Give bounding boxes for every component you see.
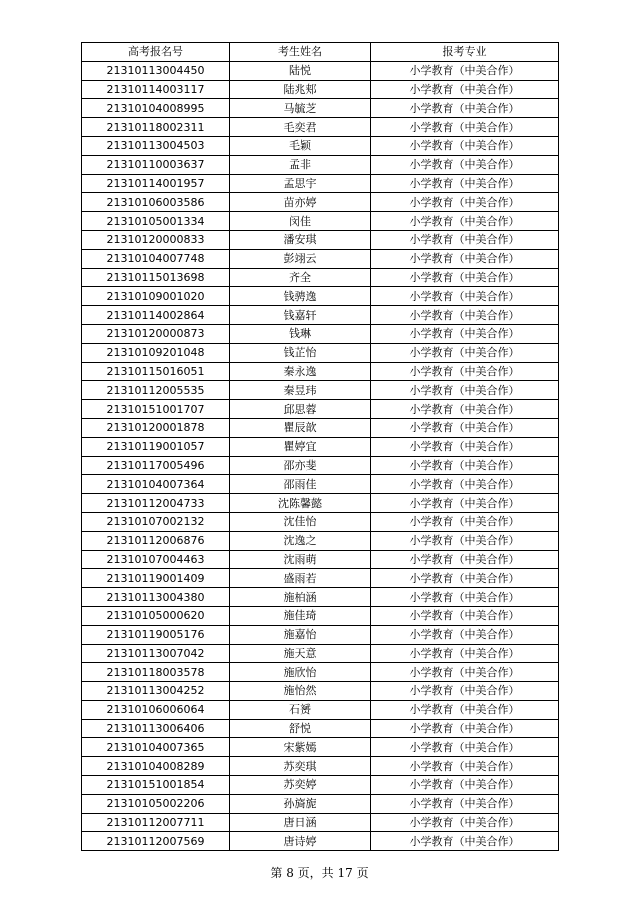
student-name-cell: 邵雨佳 bbox=[230, 475, 371, 494]
major-cell: 小学教育（中美合作） bbox=[371, 719, 559, 738]
registration-number-cell: 21310115013698 bbox=[82, 268, 230, 287]
table-row bbox=[82, 287, 559, 306]
major-cell: 小学教育（中美合作） bbox=[371, 550, 559, 569]
major-cell: 小学教育（中美合作） bbox=[371, 155, 559, 174]
major-cell: 小学教育（中美合作） bbox=[371, 343, 559, 362]
student-name-cell: 马毓芝 bbox=[230, 99, 371, 118]
student-name-cell: 施怡然 bbox=[230, 682, 371, 701]
table-row bbox=[82, 625, 559, 644]
student-name-cell: 施欣怡 bbox=[230, 663, 371, 682]
table-row bbox=[82, 794, 559, 813]
major-cell: 小学教育（中美合作） bbox=[371, 738, 559, 757]
student-name-cell: 潘安琪 bbox=[230, 230, 371, 249]
registration-number-cell: 21310104008289 bbox=[82, 757, 230, 776]
major-cell: 小学教育（中美合作） bbox=[371, 193, 559, 212]
table-row bbox=[82, 606, 559, 625]
student-name-cell: 陆兆郏 bbox=[230, 80, 371, 99]
major-cell: 小学教育（中美合作） bbox=[371, 794, 559, 813]
registration-number-cell: 21310118002311 bbox=[82, 118, 230, 137]
table-row bbox=[82, 719, 559, 738]
student-name-cell: 瞿辰歆 bbox=[230, 418, 371, 437]
registration-number-cell: 21310112007569 bbox=[82, 832, 230, 851]
student-name-cell: 沈逸之 bbox=[230, 531, 371, 550]
table-row bbox=[82, 80, 559, 99]
student-name-cell: 沈佳怡 bbox=[230, 512, 371, 531]
table-row bbox=[82, 400, 559, 419]
major-cell: 小学教育（中美合作） bbox=[371, 268, 559, 287]
major-cell: 小学教育（中美合作） bbox=[371, 700, 559, 719]
major-cell: 小学教育（中美合作） bbox=[371, 174, 559, 193]
column-header-registration-number: 高考报名号 bbox=[82, 43, 230, 62]
table-row bbox=[82, 700, 559, 719]
major-cell: 小学教育（中美合作） bbox=[371, 512, 559, 531]
registration-number-cell: 21310115016051 bbox=[82, 362, 230, 381]
student-name-cell: 邵亦斐 bbox=[230, 456, 371, 475]
major-cell: 小学教育（中美合作） bbox=[371, 569, 559, 588]
registration-number-cell: 21310151001854 bbox=[82, 776, 230, 795]
student-name-cell: 邱思蓉 bbox=[230, 400, 371, 419]
student-name-cell: 苏奕婷 bbox=[230, 776, 371, 795]
student-name-cell: 毛奕君 bbox=[230, 118, 371, 137]
registration-number-cell: 21310105000620 bbox=[82, 606, 230, 625]
table-row bbox=[82, 475, 559, 494]
student-name-cell: 苗亦婷 bbox=[230, 193, 371, 212]
registration-number-cell: 21310105002206 bbox=[82, 794, 230, 813]
major-cell: 小学教育（中美合作） bbox=[371, 324, 559, 343]
registration-number-cell: 21310113004450 bbox=[82, 61, 230, 80]
table-row bbox=[82, 682, 559, 701]
student-name-cell: 苏奕琪 bbox=[230, 757, 371, 776]
table-row bbox=[82, 99, 559, 118]
major-cell: 小学教育（中美合作） bbox=[371, 475, 559, 494]
column-header-major: 报考专业 bbox=[371, 43, 559, 62]
student-name-cell: 施柏涵 bbox=[230, 588, 371, 607]
page-number-footer: 第 8 页，共 17 页 bbox=[270, 866, 369, 880]
registration-number-cell: 21310110003637 bbox=[82, 155, 230, 174]
major-cell: 小学教育（中美合作） bbox=[371, 832, 559, 851]
registration-number-cell: 21310112004733 bbox=[82, 494, 230, 513]
student-name-cell: 钱骋逸 bbox=[230, 287, 371, 306]
major-cell: 小学教育（中美合作） bbox=[371, 494, 559, 513]
student-name-cell: 孟思宇 bbox=[230, 174, 371, 193]
table-row bbox=[82, 381, 559, 400]
major-cell: 小学教育（中美合作） bbox=[371, 381, 559, 400]
table-row bbox=[82, 738, 559, 757]
student-name-cell: 齐全 bbox=[230, 268, 371, 287]
table-row bbox=[82, 362, 559, 381]
registration-number-cell: 21310107004463 bbox=[82, 550, 230, 569]
registration-number-cell: 21310118003578 bbox=[82, 663, 230, 682]
table-row bbox=[82, 569, 559, 588]
registration-number-cell: 21310114001957 bbox=[82, 174, 230, 193]
registration-number-cell: 21310104007365 bbox=[82, 738, 230, 757]
registration-number-cell: 21310112007711 bbox=[82, 813, 230, 832]
student-name-cell: 闵佳 bbox=[230, 212, 371, 231]
registration-number-cell: 21310107002132 bbox=[82, 512, 230, 531]
table-header-row bbox=[82, 43, 559, 62]
major-cell: 小学教育（中美合作） bbox=[371, 400, 559, 419]
major-cell: 小学教育（中美合作） bbox=[371, 437, 559, 456]
table-row bbox=[82, 118, 559, 137]
student-name-cell: 宋紫嫣 bbox=[230, 738, 371, 757]
student-name-cell: 舒悦 bbox=[230, 719, 371, 738]
student-roster-table bbox=[81, 42, 559, 851]
student-name-cell: 沈雨萌 bbox=[230, 550, 371, 569]
major-cell: 小学教育（中美合作） bbox=[371, 606, 559, 625]
table-row bbox=[82, 663, 559, 682]
table-row bbox=[82, 512, 559, 531]
major-cell: 小学教育（中美合作） bbox=[371, 418, 559, 437]
student-name-cell: 孙旖旎 bbox=[230, 794, 371, 813]
student-name-cell: 钱芷怡 bbox=[230, 343, 371, 362]
registration-number-cell: 21310120001878 bbox=[82, 418, 230, 437]
major-cell: 小学教育（中美合作） bbox=[371, 249, 559, 268]
student-name-cell: 施佳琦 bbox=[230, 606, 371, 625]
student-name-cell: 施天意 bbox=[230, 644, 371, 663]
table-row bbox=[82, 776, 559, 795]
table-row bbox=[82, 193, 559, 212]
major-cell: 小学教育（中美合作） bbox=[371, 80, 559, 99]
student-name-cell: 孟非 bbox=[230, 155, 371, 174]
registration-number-cell: 21310113004252 bbox=[82, 682, 230, 701]
major-cell: 小学教育（中美合作） bbox=[371, 757, 559, 776]
table-row bbox=[82, 174, 559, 193]
registration-number-cell: 21310113004380 bbox=[82, 588, 230, 607]
major-cell: 小学教育（中美合作） bbox=[371, 813, 559, 832]
major-cell: 小学教育（中美合作） bbox=[371, 230, 559, 249]
column-header-student-name: 考生姓名 bbox=[230, 43, 371, 62]
registration-number-cell: 21310114003117 bbox=[82, 80, 230, 99]
student-name-cell: 彭翊云 bbox=[230, 249, 371, 268]
registration-number-cell: 21310119001409 bbox=[82, 569, 230, 588]
registration-number-cell: 21310119001057 bbox=[82, 437, 230, 456]
major-cell: 小学教育（中美合作） bbox=[371, 776, 559, 795]
major-cell: 小学教育（中美合作） bbox=[371, 663, 559, 682]
major-cell: 小学教育（中美合作） bbox=[371, 136, 559, 155]
registration-number-cell: 21310104007748 bbox=[82, 249, 230, 268]
student-name-cell: 秦昱玮 bbox=[230, 381, 371, 400]
table-row bbox=[82, 456, 559, 475]
registration-number-cell: 21310120000873 bbox=[82, 324, 230, 343]
table-row bbox=[82, 268, 559, 287]
registration-number-cell: 21310112005535 bbox=[82, 381, 230, 400]
major-cell: 小学教育（中美合作） bbox=[371, 99, 559, 118]
registration-number-cell: 21310120000833 bbox=[82, 230, 230, 249]
table-row bbox=[82, 306, 559, 325]
student-name-cell: 钱嘉轩 bbox=[230, 306, 371, 325]
table-row bbox=[82, 494, 559, 513]
registration-number-cell: 21310104007364 bbox=[82, 475, 230, 494]
table-row bbox=[82, 418, 559, 437]
registration-number-cell: 21310112006876 bbox=[82, 531, 230, 550]
registration-number-cell: 21310151001707 bbox=[82, 400, 230, 419]
student-name-cell: 瞿婷宜 bbox=[230, 437, 371, 456]
student-name-cell: 施嘉怡 bbox=[230, 625, 371, 644]
student-name-cell: 唐诗婷 bbox=[230, 832, 371, 851]
student-name-cell: 盛雨若 bbox=[230, 569, 371, 588]
table-row bbox=[82, 230, 559, 249]
registration-number-cell: 21310117005496 bbox=[82, 456, 230, 475]
table-row bbox=[82, 531, 559, 550]
major-cell: 小学教育（中美合作） bbox=[371, 362, 559, 381]
major-cell: 小学教育（中美合作） bbox=[371, 212, 559, 231]
registration-number-cell: 21310104008995 bbox=[82, 99, 230, 118]
registration-number-cell: 21310113004503 bbox=[82, 136, 230, 155]
registration-number-cell: 21310113007042 bbox=[82, 644, 230, 663]
registration-number-cell: 21310119005176 bbox=[82, 625, 230, 644]
registration-number-cell: 21310109001020 bbox=[82, 287, 230, 306]
major-cell: 小学教育（中美合作） bbox=[371, 306, 559, 325]
table-row bbox=[82, 343, 559, 362]
major-cell: 小学教育（中美合作） bbox=[371, 118, 559, 137]
table-row bbox=[82, 155, 559, 174]
table-row bbox=[82, 324, 559, 343]
registration-number-cell: 21310114002864 bbox=[82, 306, 230, 325]
table-row bbox=[82, 212, 559, 231]
major-cell: 小学教育（中美合作） bbox=[371, 682, 559, 701]
major-cell: 小学教育（中美合作） bbox=[371, 531, 559, 550]
table-row bbox=[82, 757, 559, 776]
table-row bbox=[82, 588, 559, 607]
table-row bbox=[82, 249, 559, 268]
registration-number-cell: 21310105001334 bbox=[82, 212, 230, 231]
table-row bbox=[82, 832, 559, 851]
student-name-cell: 沈陈馨懿 bbox=[230, 494, 371, 513]
student-name-cell: 陆悦 bbox=[230, 61, 371, 80]
table-row bbox=[82, 813, 559, 832]
student-name-cell: 毛颖 bbox=[230, 136, 371, 155]
major-cell: 小学教育（中美合作） bbox=[371, 588, 559, 607]
student-name-cell: 石赟 bbox=[230, 700, 371, 719]
table-row bbox=[82, 61, 559, 80]
student-name-cell: 钱琳 bbox=[230, 324, 371, 343]
student-name-cell: 秦永逸 bbox=[230, 362, 371, 381]
registration-number-cell: 21310106003586 bbox=[82, 193, 230, 212]
table-row bbox=[82, 644, 559, 663]
registration-number-cell: 21310113006406 bbox=[82, 719, 230, 738]
major-cell: 小学教育（中美合作） bbox=[371, 61, 559, 80]
student-name-cell: 唐日涵 bbox=[230, 813, 371, 832]
registration-number-cell: 21310106006064 bbox=[82, 700, 230, 719]
registration-number-cell: 21310109201048 bbox=[82, 343, 230, 362]
major-cell: 小学教育（中美合作） bbox=[371, 456, 559, 475]
table-row bbox=[82, 136, 559, 155]
major-cell: 小学教育（中美合作） bbox=[371, 625, 559, 644]
table-row bbox=[82, 550, 559, 569]
table-row bbox=[82, 437, 559, 456]
major-cell: 小学教育（中美合作） bbox=[371, 287, 559, 306]
major-cell: 小学教育（中美合作） bbox=[371, 644, 559, 663]
